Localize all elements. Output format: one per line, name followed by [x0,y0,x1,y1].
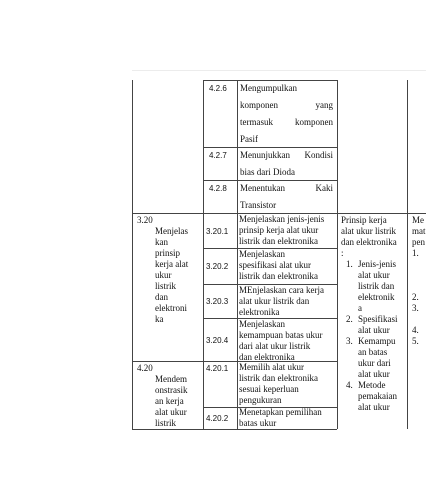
material-list-marker: 4. [346,380,353,390]
table-horizontal-line [203,80,337,81]
indicator-text-word: komponen [240,100,278,110]
competency-title-line: listrik [155,281,177,291]
indicator-text-word: Menunjukkan [240,150,290,160]
material-list-line: alat ukur [358,325,390,335]
indicator-text-line: Mengumpulkan [240,83,297,93]
material-list-marker: 2. [346,314,353,324]
material-intro-line: Prinsip kerja [341,215,387,225]
indicator-code: 4.2.6 [209,84,227,93]
material-list-line: listrik dan [358,281,395,291]
indicator-text-word: termasuk [240,117,273,127]
indicator-text-line: Menetapkan pemilihan [239,407,322,417]
indicator-code: 4.2.7 [209,151,227,160]
indicator-text-line: Pasif [240,134,258,144]
material-list-line: ukur dari [358,358,391,368]
competency-title-line: dan [155,292,168,302]
indicator-text-line: spesifikasi alat ukur [239,260,311,270]
material-list-line: elektronik [358,292,395,302]
indicator-code: 3.20.3 [206,297,229,306]
indicator-text-word: Menentukan [240,183,285,193]
competency-title-line: an kerja [155,396,184,406]
material-intro-line: : [341,248,344,258]
competency-title-line: kan [155,237,168,247]
indicator-code: 3.20.1 [206,227,229,236]
material-list-item [341,314,407,336]
table-horizontal-line [132,429,337,430]
table-vertical-line [203,80,204,429]
indicator-text-line: Menjelaskan [239,249,285,259]
material-list-marker: 3. [346,336,353,346]
material-intro-line: alat ukur listrik [341,226,396,236]
material-list-line: Spesifikasi [358,314,398,324]
competency-title-line: alat ukur [155,407,187,417]
material-list-line: pemakaian [358,391,397,401]
indicator-code: 3.20.2 [206,262,229,271]
method-list-marker: 3. [412,303,419,313]
material-list-item [341,380,407,413]
indicator-text-line: pengukuran [239,395,282,405]
material-intro-line: dan elektronika [341,237,397,247]
material-list-line: alat ukur [358,369,390,379]
indicator-text-word: Kaki [315,183,333,193]
indicator-text-line: alat ukur listrik dan [239,296,310,306]
indicator-text-line: listrik dan elektronika [239,373,318,383]
competency-title-line: Mendem [155,374,187,384]
method-text-line: Me [412,215,424,225]
page-edge-line [132,70,426,71]
table-vertical-line [132,80,133,429]
material-list-marker: 1. [346,259,353,269]
indicator-text-line: listrik dan elektronika [239,236,318,246]
indicator-code: 4.20.2 [206,414,229,423]
indicator-code: 3.20.4 [206,336,229,345]
method-list-marker: 2. [412,292,419,302]
material-list-line: an batas [358,347,388,357]
method-list-marker: 1. [412,248,419,258]
indicator-code: 4.2.8 [209,184,227,193]
indicator-text-line: dari alat ukur listrik [239,341,311,351]
indicator-text-line: batas ukur [239,418,277,428]
indicator-text-line: Transistor [240,200,277,210]
table-vertical-line [337,80,338,429]
material-list-line: Kemampu [358,336,396,346]
indicator-code: 4.20.1 [206,364,229,373]
indicator-text-line [240,117,333,128]
competency-title-line: prinsip [155,248,181,258]
indicator-text-line: MEnjelaskan cara kerja [239,285,324,295]
material-list-line: alat ukur [358,402,390,412]
material-list-line: Metode [358,380,386,390]
indicator-text-line: elektronika [239,307,280,317]
indicator-text-word: yang [315,100,333,110]
indicator-text-line: sesuai keperluan [239,384,299,394]
table-horizontal-line [203,180,337,181]
indicator-text-word: Kondisi [304,150,333,160]
indicator-text-line [240,100,333,111]
competency-title-line: elektroni [155,303,187,313]
material-list [341,259,407,413]
indicator-text-line: dan elektronika [239,352,295,362]
competency-number: 4.20 [137,363,153,373]
method-text-line: mat [412,226,426,236]
indicator-text-line: prinsip kerja alat ukur [239,225,319,235]
method-list-marker: 4. [412,325,419,335]
competency-title-line: ukur [155,270,172,280]
indicator-text-line: listrik dan elektronika [239,271,318,281]
indicator-text-line: Menjelaskan jenis-jenis [239,214,325,224]
table-horizontal-line [203,147,337,148]
competency-number: 3.20 [137,215,153,225]
material-list-item [341,336,407,380]
indicator-text-line [240,183,333,194]
method-list-marker: 5. [412,336,419,346]
competency-title-line: kerja alat [155,259,189,269]
indicator-text-line: Menjelaskan [239,319,285,329]
indicator-text-line: kemampuan batas ukur [239,330,323,340]
material-list-line: alat ukur [358,270,390,280]
material-list-item [341,259,407,314]
indicator-text-line [240,150,333,161]
table-vertical-line [237,80,238,429]
method-text-line: pen [412,237,425,247]
method-column [408,214,426,430]
competency-title-line: onstrasik [155,385,188,395]
indicator-text-line: Memilih alat ukur [239,362,304,372]
indicator-text-word: komponen [295,117,333,127]
material-list-line: a [358,303,362,313]
indicator-text-line: bias dari Dioda [240,167,295,177]
competency-title-line: Menjelas [155,226,188,236]
competency-title-line: ka [155,314,164,324]
table-horizontal-line [132,361,337,362]
competency-title-line: listrik [155,418,177,428]
material-list-line: Jenis-jenis [358,259,396,269]
